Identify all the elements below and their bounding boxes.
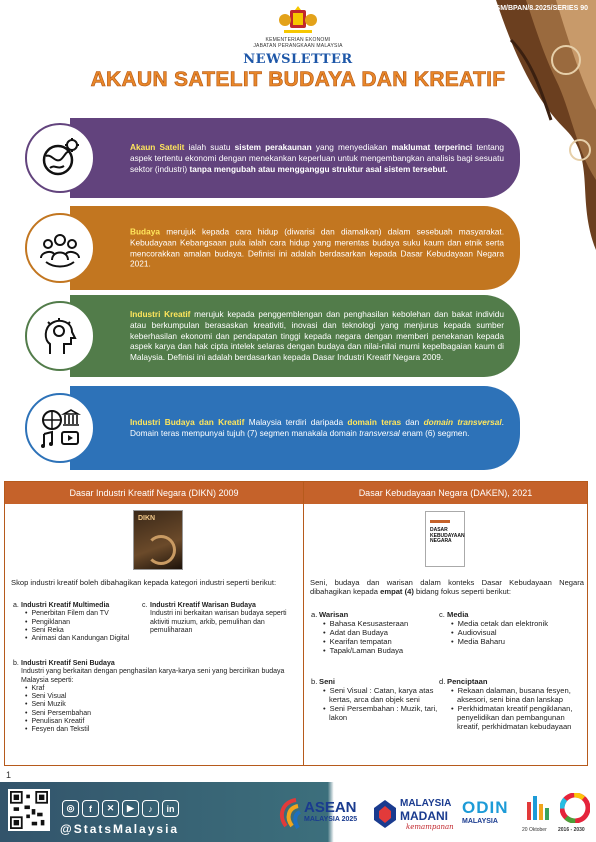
madani-logo-subtext: MADANI [400, 809, 448, 823]
list-item: • Tapak/Laman Budaya [329, 647, 439, 656]
definition-text [130, 309, 504, 363]
facebook-icon[interactable]: f [82, 800, 99, 817]
list-item: • Rekaan dalaman, busana fesyen, aksesori, seni bina dan lanskap [457, 687, 585, 705]
text-part: dan [401, 417, 424, 428]
category-text: Industri yang berkaitan dengan penghasilan karya-karya seni yang bercirikan budaya Malaysia seperti: [21, 668, 285, 684]
bold-part: empat (4) [380, 587, 414, 597]
dikn-category-a [13, 602, 146, 643]
list-item: • Seni Persembahan [31, 710, 296, 718]
page-number: 1 [6, 770, 12, 780]
text-part: bidang fokus seperti berikut: [413, 587, 511, 597]
daken-cover-image [425, 511, 465, 567]
culture-arts-icon [25, 393, 95, 463]
asean-logo-text: ASEAN [304, 799, 357, 816]
madani-emblem-icon [372, 798, 398, 830]
text-part: enam (6) segmen. [399, 428, 470, 438]
asean-swirl-icon [276, 796, 302, 830]
odin-logo-subtext: MALAYSIA [462, 818, 498, 825]
text-part: merujuk kepada cara hidup (diwarisi dan diamalkan) dalam sesebuah masyarakat. Kebudayaan Kebangsaan pula ialah cara hidup yang merentas budaya suku kaum dan etnik serta mencorakkan amalan budaya. Definisi ini adalah berdasarkan kepada Dasar Kebudayaan Negara 2021. [130, 226, 504, 269]
daken-column [310, 578, 584, 596]
daken-focus-d [439, 677, 585, 732]
globe-gear-icon [25, 123, 95, 193]
definition-industri-budaya-kreatif [20, 386, 520, 470]
list-marker: a. [13, 602, 19, 609]
list-item: • Adat dan Budaya [329, 629, 439, 638]
list-marker: b. [13, 660, 19, 667]
dikn-category-b [13, 660, 296, 734]
list-marker: c. [142, 602, 148, 609]
list-item: • Bahasa Kesusasteraan [329, 620, 439, 629]
highlight-part: domain teras [347, 417, 402, 428]
dikn-column [11, 578, 299, 587]
category-title: Industri Kreatif Seni Budaya [21, 660, 115, 667]
wsd-date: 20 Oktober [522, 827, 547, 833]
list-item: • Animasi dan Kandungan Digital [31, 635, 146, 643]
bold-part: sistem perakaunan [234, 141, 312, 152]
text-part: . Domain teras mempunyai tujuh (7) segmen manakala domain [130, 417, 504, 438]
category-title: Industri Kreatif Multimedia [21, 602, 110, 609]
daken-cover-title: DASAR KEBUDAYAAN NEGARA [430, 527, 465, 544]
dikn-intro: Skop industri kreatif boleh dibahagikan kepada kategori industri seperti berikut: [11, 578, 277, 587]
definition-text [130, 226, 504, 269]
ministry-name: KEMENTERIAN EKONOMI [265, 37, 331, 43]
definition-term: Akaun Satelit [130, 141, 185, 152]
cover-accent [430, 520, 450, 523]
dikn-heading: Dasar Industri Kreatif Negara (DIKN) 2009 [5, 482, 303, 504]
dikn-cover-image [133, 510, 183, 570]
page-title: AKAUN SATELIT BUDAYA DAN KREATIF [90, 68, 506, 91]
column-divider [303, 482, 304, 765]
definition-budaya [20, 206, 520, 290]
list-item: • Kraf [31, 685, 296, 693]
list-item: • Pengiklanan [31, 619, 146, 627]
category-title: Industri Kreatif Warisan Budaya [150, 602, 256, 609]
list-marker: b. [311, 677, 318, 686]
sdg-years: 2016 - 2030 [558, 827, 585, 833]
list-item: • Penerbitan Filem dan TV [31, 610, 146, 618]
social-icons [62, 800, 179, 817]
definition-term: Budaya [130, 226, 160, 237]
list-item: • Seni Persembahan : Muzik, tari, lakon [329, 705, 439, 723]
odin-logo-text: ODIN [462, 798, 509, 817]
highlight-part: domain transversal [423, 417, 502, 428]
category-text: Industri ini berkaitan warisan budaya seperti aktiviti muzium, arkib, pemulihan dan pemuliharaan [150, 610, 287, 634]
focus-title: Seni [319, 677, 336, 686]
list-item: • Seni Muzik [31, 701, 296, 709]
focus-title: Penciptaan [447, 677, 488, 686]
madani-tagline: kemampanan [406, 823, 454, 831]
daken-focus-a [311, 610, 439, 656]
text-part: Seni, budaya dan warisan dalam konteks Dasar Kebudayaan Negara dibahagikan kepada [310, 578, 584, 597]
definition-text [130, 142, 504, 174]
list-item: • Kearifan tempatan [329, 638, 439, 647]
list-item: • Penulisan Kreatif [31, 718, 296, 726]
definition-term: Industri Kreatif [130, 309, 191, 320]
list-item: • Seni Visual : Catan, karya atas kertas, arca dan objek seni [329, 687, 439, 705]
shell-graphic [146, 535, 176, 565]
asean-logo-subtext: MALAYSIA 2025 [304, 816, 358, 823]
list-marker: d. [439, 677, 446, 686]
partner-logos [276, 790, 592, 838]
department-name: JABATAN PERANGKAAN MALAYSIA [253, 43, 343, 49]
community-icon [25, 213, 95, 283]
madani-logo-text: MALAYSIA [400, 798, 452, 809]
definition-industri-kreatif [20, 295, 520, 377]
text-part: merujuk kepada penggemblengan dan penghasilan kebolehan dan bakat individu atau berkumpulan berasaskan kreativiti, inovasi dan teknologi yang menjurus kepada sumber keberhasilan ekonomi dan pendapatan tinggi kepada negara dengan memberi penekanan kepada aspek karya dan hak cipta intelek selaras dengan budaya dan nilai-nilai murni kepelbagaian kaum di Malaysia. Definisi ini adalah berdasarkan kepada Dasar Industri Kreatif Negara 2009. [130, 309, 504, 363]
list-item: • Perkhidmatan kreatif pengiklanan, penyelidikan dan pembangunan kreatif, perkhidmatan kebudayaan [457, 705, 585, 732]
text-part: Malaysia terdiri daripada [244, 417, 348, 428]
daken-focus-b [311, 677, 439, 723]
focus-title: Media [447, 610, 469, 619]
daken-focus-c [439, 610, 587, 647]
bold-part: maklumat terperinci [391, 141, 473, 152]
youtube-icon[interactable]: ▶ [122, 800, 139, 817]
sdg-wheel-icon [560, 793, 590, 823]
series-code: DOSM/BPAN/8.2025/SERIES 90 [485, 5, 588, 12]
text-part: ialah suatu [184, 141, 235, 152]
malaysia-crest-icon [276, 6, 320, 34]
definition-akaun-satelit [20, 118, 520, 198]
newsletter-label: NEWSLETTER [243, 52, 353, 67]
bold-part: tanpa mengubah atau mengganggu struktur asal sistem tersebut. [189, 163, 448, 174]
dikn-category-c [142, 602, 290, 635]
focus-title: Warisan [319, 610, 349, 619]
linkedin-icon[interactable]: in [162, 800, 179, 817]
dikn-cover-title: DIKN [138, 515, 156, 522]
creative-mind-icon [25, 301, 95, 371]
list-item: • Media cetak dan elektronik [457, 620, 587, 629]
italic-part: transversal [359, 428, 400, 438]
instagram-icon[interactable]: ◎ [62, 800, 79, 817]
list-item: • Seni Visual [31, 693, 296, 701]
list-item: • Media Baharu [457, 638, 587, 647]
list-item: • Audiovisual [457, 629, 587, 638]
text-part: tentang aspek tertentu ekonomi dengan menekankan keperluan untuk mengembangkan analisis bagi sesuatu sektor (industri) [130, 141, 504, 174]
social-handle[interactable]: @StatsMalaysia [60, 822, 180, 836]
tiktok-icon[interactable]: ♪ [142, 800, 159, 817]
definition-text [130, 417, 504, 439]
policy-table [4, 481, 588, 766]
x-icon[interactable]: ✕ [102, 800, 119, 817]
text-part: yang menyediakan [311, 141, 392, 152]
list-item: • Seni Reka [31, 627, 146, 635]
list-item: • Fesyen dan Tekstil [31, 726, 296, 734]
world-statistics-day-icon [524, 794, 550, 824]
definition-term: Industri Budaya dan Kreatif [130, 417, 245, 428]
qr-code-icon[interactable] [8, 789, 50, 831]
list-marker: c. [439, 610, 445, 619]
daken-heading: Dasar Kebudayaan Negara (DAKEN), 2021 [304, 482, 587, 504]
daken-intro [310, 578, 584, 596]
list-marker: a. [311, 610, 318, 619]
